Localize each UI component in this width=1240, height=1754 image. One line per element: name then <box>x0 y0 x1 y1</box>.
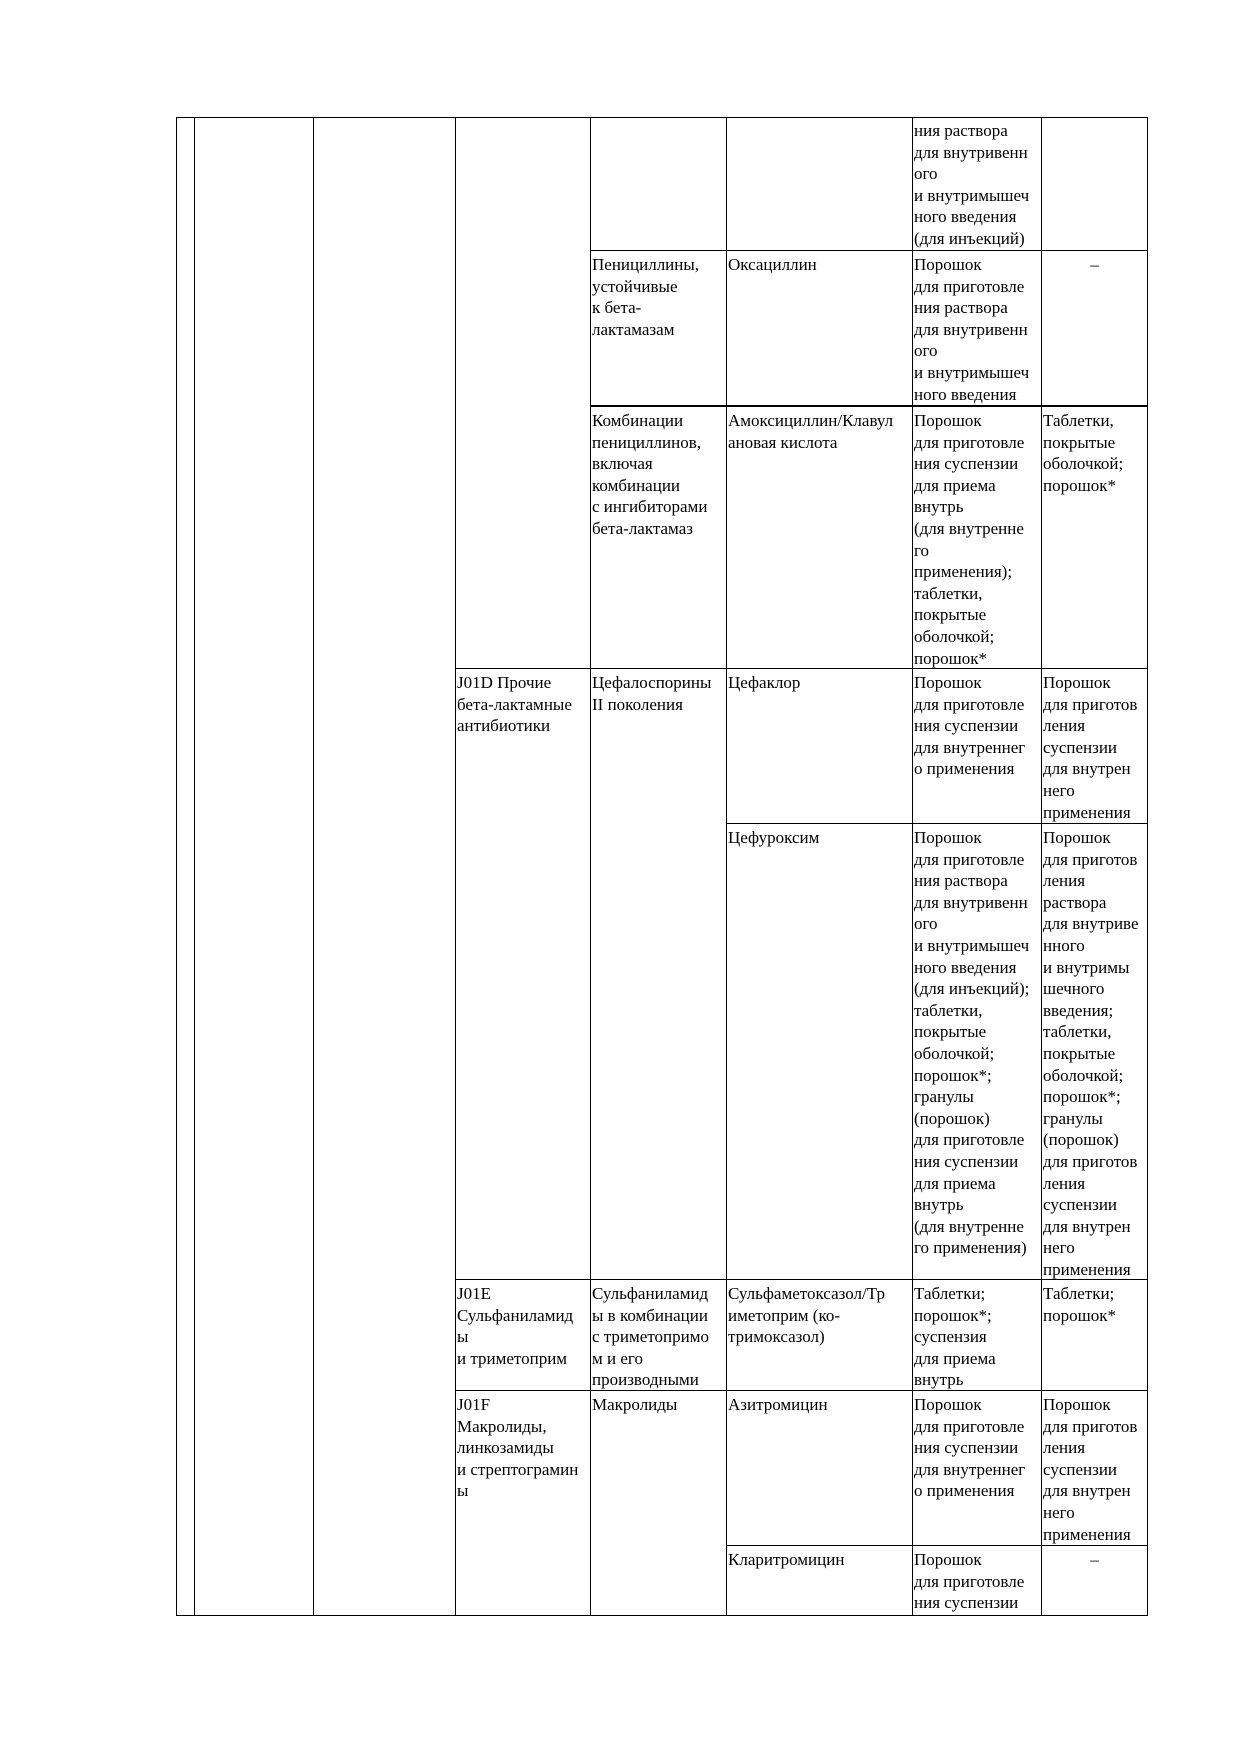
table-cell-group: Пенициллины, устойчивые к бета- лактамазам <box>592 255 700 339</box>
table-cell-drug: Сульфаметоксазол/Тр иметоприм (ко- тримоксазол) <box>728 1284 885 1347</box>
row-divider <box>455 1390 1148 1391</box>
table-cell-dosage-form: Порошок для приготовле ния суспензии для приема внутрь (для внутренне го применения); таблетки, покрытые оболочкой; порошок* <box>914 411 1025 668</box>
table-cell-drug: Цефаклор <box>728 673 801 692</box>
table-cell-dosage-form: Порошок для приготовле ния раствора для внутривенн ого и внутримышеч ного введения (для инъекций); таблетки, покрытые оболочкой; порошок*; гранулы (порошок) для приготовле ния суспензии для приема внутрь (для внутренне го применения) <box>914 828 1030 1258</box>
table-border-left <box>176 117 177 1616</box>
table-cell-drug: Цефуроксим <box>728 828 820 847</box>
table-cell-dosage-form: Порошок для приготовле ния суспензии для внутреннег о применения <box>914 673 1026 779</box>
row-divider <box>590 405 1148 407</box>
table-cell-drug: Азитромицин <box>728 1395 828 1414</box>
table-cell-child-form: Порошок для приготов ления суспензии для внутрен него применения <box>1043 1395 1138 1544</box>
table-border-bottom <box>176 1615 1148 1616</box>
table-cell-dosage-form: Порошок для приготовле ния раствора для внутривенн ого и внутримышеч ного введения <box>914 255 1030 404</box>
table-cell-group: Макролиды <box>592 1395 678 1414</box>
table-border-right <box>1147 117 1148 1616</box>
row-divider <box>590 250 1148 251</box>
table-border-top <box>176 117 1148 118</box>
table-cell-drug: Амоксициллин/Клавул ановая кислота <box>728 411 894 452</box>
column-divider <box>455 117 456 1616</box>
table-cell-child-form: – <box>1090 255 1099 274</box>
table-cell-atc-code: J01D Прочие бета-лактамные антибиотики <box>457 673 572 736</box>
table-cell-drug: Кларитромицин <box>728 1550 845 1569</box>
table-cell-atc-code: J01F Макролиды, линкозамиды и стрептограмин ы <box>457 1395 579 1501</box>
column-divider <box>590 117 591 1616</box>
table-cell-dosage-form: ния раствора для внутривенн ого и внутримышеч ного введения (для инъекций) <box>914 121 1030 248</box>
table-cell-child-form: Таблетки; порошок* <box>1043 1284 1116 1325</box>
table-cell-child-form: Порошок для приготов ления раствора для внутриве нного и внутримы шечного введения; таблетки, покрытые оболочкой; порошок*; гранулы (порошок) для приготов ления суспензии для внутрен него применения <box>1043 828 1139 1279</box>
table-cell-child-form: Порошок для приготов ления суспензии для внутрен него применения <box>1043 673 1138 822</box>
column-divider <box>1041 117 1042 1616</box>
table-cell-group: Цефалоспорины II поколения <box>592 673 712 714</box>
column-divider <box>726 117 727 1616</box>
table-cell-group: Комбинации пенициллинов, включая комбинации с ингибиторами бета-лактамаз <box>592 411 708 538</box>
table-cell-child-form: – <box>1090 1550 1099 1569</box>
table-cell-dosage-form: Порошок для приготовле ния суспензии <box>914 1550 1025 1613</box>
column-divider <box>912 117 913 1616</box>
table-cell-atc-code: J01E Сульфаниламид ы и триметоприм <box>457 1284 574 1368</box>
table-cell-child-form: Таблетки, покрытые оболочкой; порошок* <box>1043 411 1124 495</box>
table-cell-group: Сульфаниламид ы в комбинации с триметопримо м и его производными <box>592 1284 709 1390</box>
table-cell-dosage-form: Порошок для приготовле ния суспензии для внутреннег о применения <box>914 1395 1026 1501</box>
column-divider <box>313 117 314 1616</box>
table-cell-drug: Оксациллин <box>728 255 817 274</box>
row-divider <box>455 668 1148 669</box>
table-cell-dosage-form: Таблетки; порошок*; суспензия для приема внутрь <box>914 1284 996 1390</box>
column-divider <box>194 117 195 1616</box>
